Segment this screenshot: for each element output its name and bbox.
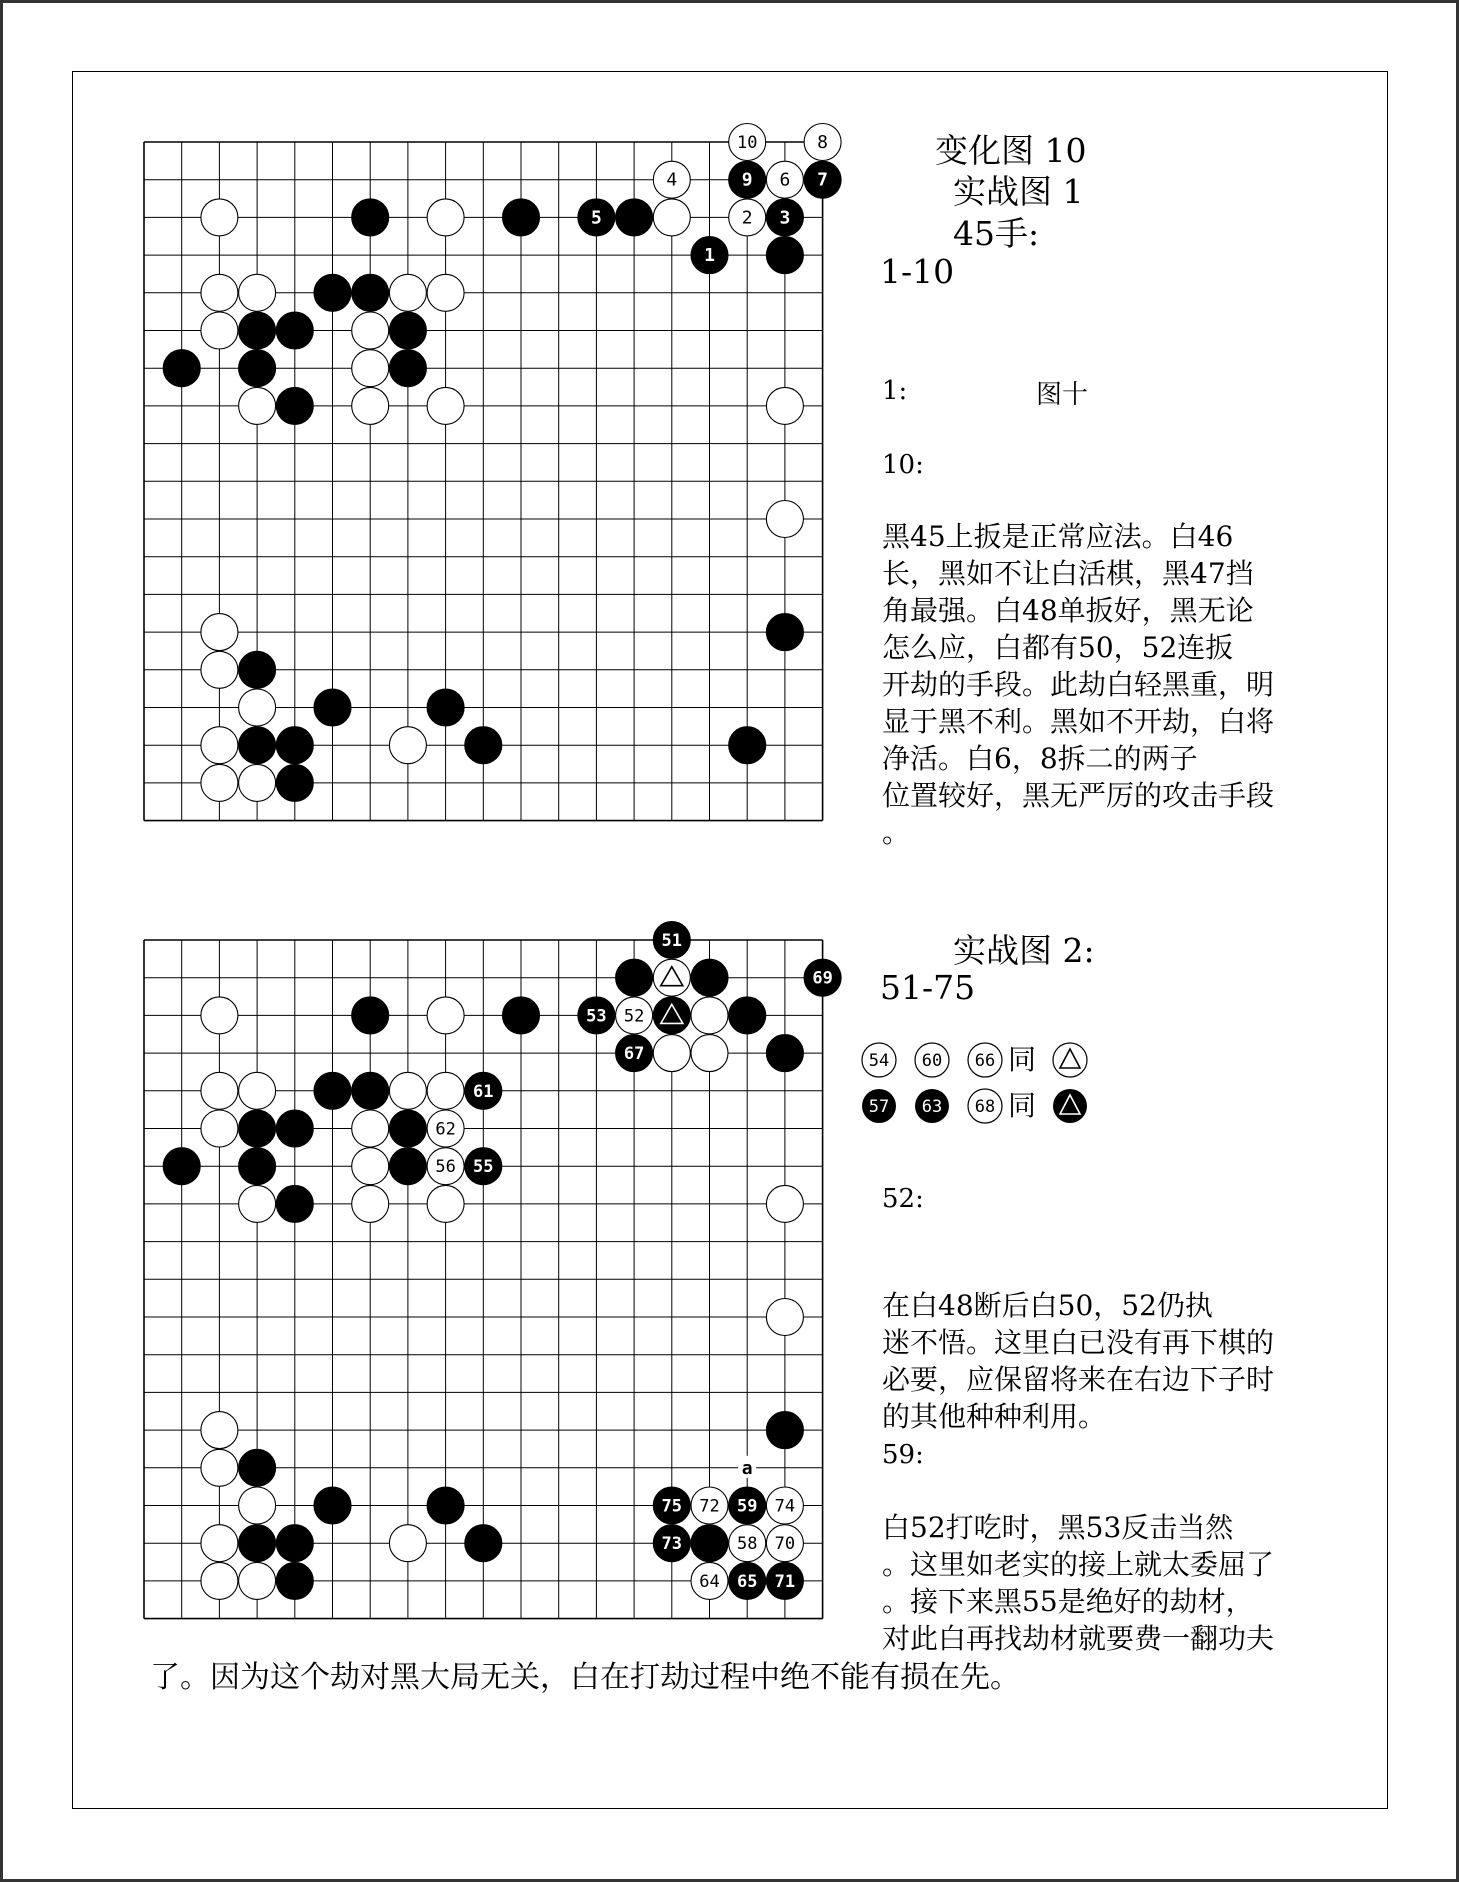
black-stone: [239, 1148, 276, 1185]
black-stone: [691, 1525, 728, 1562]
white-stone: [239, 1562, 276, 1599]
move-number-label: 55: [473, 1157, 494, 1178]
black-stone-move-67: [616, 1035, 653, 1072]
black-stone: [465, 1525, 502, 1562]
black-stone-move-55: [465, 1148, 502, 1185]
white-stone: [389, 727, 426, 764]
white-stone: [427, 199, 464, 236]
white-stone: [239, 1185, 276, 1222]
move-number-label: 8: [817, 132, 829, 153]
black-stone: [503, 997, 540, 1034]
legend-white-stone: [966, 1087, 1004, 1125]
white-stone: [427, 1072, 464, 1109]
black-stone-move-51: [653, 922, 690, 959]
black-stone: [276, 1110, 313, 1147]
black-stone-move-7: [804, 161, 841, 198]
note-key-10: 10:: [882, 450, 924, 480]
game-record-title-2: 实战图 2:: [953, 931, 1095, 970]
white-stone: [427, 1185, 464, 1222]
white-stone: [389, 1072, 426, 1109]
move-number-label: 70: [774, 1534, 796, 1555]
paragraph-line: 白52打吃时，黑53反击当然: [882, 1511, 1234, 1544]
go-board-diagram-2: [134, 930, 834, 1630]
move-count: 45手:: [953, 214, 1040, 253]
triangle-marked-white-stone-icon: [1051, 1041, 1089, 1079]
triangle-marked-black-stone-icon: [1051, 1087, 1089, 1125]
black-stone-move-61: [465, 1072, 502, 1109]
black-stone: [729, 727, 766, 764]
black-stone: [163, 350, 200, 387]
white-stone: [766, 501, 803, 538]
black-stone: [239, 727, 276, 764]
white-stone: [352, 387, 389, 424]
move-number-label: 73: [661, 1534, 683, 1555]
white-stone: [201, 764, 238, 801]
black-stone: [616, 199, 653, 236]
white-stone: [427, 274, 464, 311]
paragraph-line: 。接下来黑55是绝好的劫材，: [882, 1585, 1254, 1618]
move-number-label: 64: [699, 1571, 720, 1592]
move-number-label: 67: [623, 1044, 645, 1065]
white-stone-move-10: [729, 124, 766, 161]
move-number-label: 4: [666, 169, 678, 191]
white-stone: [201, 997, 238, 1034]
paragraph-line: 开劫的手段。此劫白轻黑重，明: [882, 668, 1275, 701]
move-number-label: 7: [817, 169, 829, 191]
black-stone: [427, 689, 464, 726]
black-stone: [729, 997, 766, 1034]
commentary-paragraph-3: [882, 1509, 1342, 1657]
black-stone: [276, 1525, 313, 1562]
white-stone: [201, 312, 238, 349]
black-stone: [389, 1148, 426, 1185]
white-stone: [239, 764, 276, 801]
white-stone: [201, 614, 238, 651]
white-stone-move-4: [653, 161, 690, 198]
black-stone: [314, 1072, 351, 1109]
white-stone: [201, 1072, 238, 1109]
black-stone: [276, 1562, 313, 1599]
black-stone: [389, 1110, 426, 1147]
white-stone: [239, 387, 276, 424]
paragraph-line: 必要，应保留将来在右边下子时: [882, 1363, 1275, 1396]
white-stone: [352, 1148, 389, 1185]
legend-white-label: 68: [974, 1097, 996, 1117]
legend-same-text: 同: [1008, 1089, 1037, 1122]
legend-white-stone: [913, 1041, 951, 1079]
white-stone: [239, 1487, 276, 1524]
note-value-1: 图十: [1036, 380, 1089, 410]
black-stone: [239, 1110, 276, 1147]
black-stone: [616, 959, 653, 996]
legend-white-stone: [860, 1041, 898, 1079]
move-number-label: 61: [473, 1081, 494, 1102]
legend-black-label: 57: [868, 1097, 890, 1117]
legend-row-black: [860, 1087, 1100, 1131]
white-stone: [201, 1110, 238, 1147]
legend-white-label: 66: [974, 1051, 996, 1071]
black-stone: [239, 350, 276, 387]
move-number-label: 56: [435, 1157, 456, 1178]
black-stone: [352, 1072, 389, 1109]
commentary-paragraph-2: [882, 1287, 1342, 1435]
white-stone: [352, 350, 389, 387]
white-stone-move-8: [804, 124, 841, 161]
move-number-label: 69: [812, 968, 833, 989]
white-stone: [389, 274, 426, 311]
paragraph-line: 显于黑不利。黑如不开劫，白将: [882, 705, 1275, 738]
legend-white-label: 60: [921, 1051, 943, 1071]
note-key-1: 1:: [882, 376, 908, 406]
white-stone: [766, 1299, 803, 1336]
white-stone: [201, 1412, 238, 1449]
paragraph-line: 对此白再找劫材就要费一翻功夫: [882, 1622, 1275, 1655]
black-stone: [314, 689, 351, 726]
move-number-label: 74: [774, 1496, 796, 1517]
black-stone: [766, 237, 803, 274]
move-number-label: 2: [741, 207, 753, 229]
legend-row-white: [860, 1041, 1100, 1085]
black-stone: [276, 764, 313, 801]
black-stone: [163, 1148, 200, 1185]
move-number-label: 53: [586, 1006, 607, 1027]
black-stone: [766, 1035, 803, 1072]
white-stone: [201, 651, 238, 688]
white-stone: [653, 199, 690, 236]
black-stone-move-53: [578, 997, 615, 1034]
move-range: 1-10: [880, 252, 955, 291]
black-stone: [691, 959, 728, 996]
legend-same-text: 同: [1008, 1043, 1037, 1076]
black-stone-move-69: [804, 959, 841, 996]
move-number-label: 75: [661, 1496, 683, 1517]
black-stone: [352, 997, 389, 1034]
point-letter-label: a: [741, 1457, 753, 1479]
move-number-label: 58: [736, 1534, 758, 1555]
black-stone: [352, 274, 389, 311]
white-stone: [352, 312, 389, 349]
black-stone: [276, 1185, 313, 1222]
white-stone-move-58: [729, 1525, 766, 1562]
move-number-label: 72: [699, 1496, 720, 1517]
black-stone-move-73: [653, 1525, 690, 1562]
legend-white-label: 54: [868, 1051, 890, 1071]
white-stone-move-56: [427, 1148, 464, 1185]
black-stone-move-71: [766, 1562, 803, 1599]
paragraph-line: 。: [882, 816, 911, 849]
white-stone: [201, 1525, 238, 1562]
go-board-diagram-1: [134, 132, 834, 832]
white-stone-move-72: [691, 1487, 728, 1524]
legend-white-stone: [966, 1041, 1004, 1079]
white-stone: [427, 997, 464, 1034]
commentary-final-line: 了。因为这个劫对黑大局无关，白在打劫过程中绝不能有损在先。: [150, 1660, 1020, 1695]
black-stone: [653, 997, 690, 1034]
black-stone: [276, 312, 313, 349]
black-stone: [389, 350, 426, 387]
white-stone: [691, 997, 728, 1034]
black-stone-move-9: [729, 161, 766, 198]
move-number-label: 65: [736, 1571, 758, 1592]
white-stone-move-2: [729, 199, 766, 236]
paragraph-line: 黑45上扳是正常应法。白46: [882, 520, 1234, 553]
paragraph-line: 。这里如老实的接上就太委屈了: [882, 1548, 1275, 1581]
white-stone: [427, 387, 464, 424]
move-number-label: 62: [435, 1119, 456, 1140]
move-number-label: 51: [661, 931, 683, 951]
black-stone: [766, 1412, 803, 1449]
white-stone: [201, 199, 238, 236]
white-stone: [389, 1525, 426, 1562]
black-stone: [389, 312, 426, 349]
black-stone: [352, 199, 389, 236]
white-stone: [352, 1110, 389, 1147]
black-stone: [276, 727, 313, 764]
white-stone: [239, 1072, 276, 1109]
white-stone: [766, 387, 803, 424]
diagram-title: 变化图 10: [935, 131, 1087, 170]
move-number-label: 52: [623, 1006, 645, 1027]
move-number-label: 9: [741, 169, 753, 191]
legend-black-stone: [913, 1087, 951, 1125]
white-stone: [766, 1185, 803, 1222]
paragraph-line: 角最强。白48单扳好，黑无论: [882, 594, 1254, 627]
black-stone: [314, 1487, 351, 1524]
black-stone: [276, 387, 313, 424]
white-stone-move-74: [766, 1487, 803, 1524]
black-stone: [766, 614, 803, 651]
black-stone-move-65: [729, 1562, 766, 1599]
white-stone-move-64: [691, 1562, 728, 1599]
game-record-title: 实战图 1: [953, 172, 1084, 211]
move-number-label: 3: [779, 207, 791, 229]
white-stone: [239, 689, 276, 726]
black-stone: [314, 274, 351, 311]
black-stone-move-59: [729, 1487, 766, 1524]
black-stone-move-75: [653, 1487, 690, 1524]
white-stone: [239, 274, 276, 311]
move-number-label: 71: [774, 1571, 796, 1592]
black-stone: [239, 651, 276, 688]
white-stone: [201, 1449, 238, 1486]
move-range-2: 51-75: [880, 968, 976, 1007]
white-stone: [691, 1035, 728, 1072]
paragraph-line: 在白48断后白50，52仍执: [882, 1289, 1213, 1322]
black-stone: [503, 199, 540, 236]
black-stone-move-1: [691, 237, 728, 274]
white-stone-move-62: [427, 1110, 464, 1147]
white-stone: [352, 1185, 389, 1222]
paragraph-line: 位置较好，黑无严厉的攻击手段: [882, 779, 1275, 812]
paragraph-line: 怎么应，白都有50，52连扳: [882, 631, 1234, 664]
black-stone: [239, 1525, 276, 1562]
white-stone: [653, 1035, 690, 1072]
black-stone: [239, 312, 276, 349]
move-number-label: 1: [704, 245, 715, 267]
white-stone: [653, 959, 690, 996]
legend-black-stone: [860, 1087, 898, 1125]
commentary-paragraph-1: [882, 518, 1342, 851]
white-stone-move-70: [766, 1525, 803, 1562]
black-stone: [465, 727, 502, 764]
black-stone: [239, 1449, 276, 1486]
move-number-label: 10: [736, 133, 758, 153]
paragraph-line: 迷不悟。这里白已没有再下棋的: [882, 1326, 1275, 1359]
paragraph-line: 的其他种种利用。: [882, 1400, 1107, 1433]
paragraph-line: 长，黑如不让白活棋，黑47挡: [882, 557, 1254, 590]
note-key-59: 59:: [882, 1440, 924, 1470]
black-stone-move-3: [766, 199, 803, 236]
white-stone-move-6: [766, 161, 803, 198]
white-stone: [201, 274, 238, 311]
move-number-label: 6: [779, 169, 791, 191]
black-stone: [427, 1487, 464, 1524]
note-key-52: 52:: [882, 1184, 924, 1214]
paragraph-line: 净活。白6，8拆二的两子: [882, 742, 1198, 775]
move-number-label: 59: [736, 1496, 758, 1517]
white-stone-move-52: [616, 997, 653, 1034]
white-stone: [201, 1562, 238, 1599]
white-stone: [201, 727, 238, 764]
legend-black-label: 63: [921, 1097, 943, 1117]
black-stone-move-5: [578, 199, 615, 236]
move-number-label: 5: [590, 207, 602, 229]
